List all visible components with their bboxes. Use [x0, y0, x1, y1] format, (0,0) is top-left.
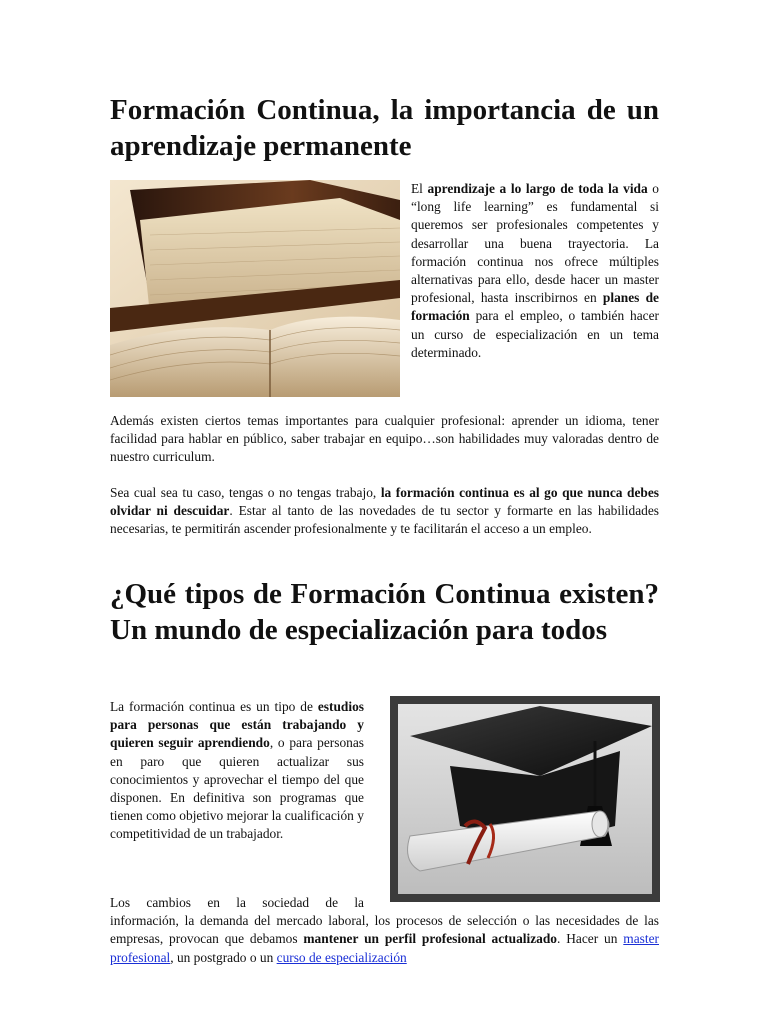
- intro-section: [110, 180, 659, 400]
- intro-bold-lifelong-learning: aprendizaje a lo largo de toda la vida: [427, 181, 648, 196]
- paragraph-skills: Además existen ciertos temas importantes para cualquier profesional: aprender un idioma, tener facilidad para hablar en público, saber trabajar en equipo…son habilidades muy valoradas dentro de nuestro curriculum.: [110, 413, 659, 465]
- open-books-image: [110, 180, 400, 397]
- paragraph-your-case: [110, 484, 659, 539]
- paragraph-changes: [110, 894, 659, 967]
- article-title: Formación Continua, la importancia de un aprendizaje permanente: [110, 94, 659, 162]
- master-profesional-link[interactable]: master profesional: [110, 931, 659, 965]
- section-heading: ¿Qué tipos de Formación Continua existen? Un mundo de especialización para todos: [110, 578, 659, 646]
- p4-text-2: , o para personas en paro que quieren actualizar sus conocimientos y aprovechar el tiempo del que disponen. En definitiva son programas que tienen como objetivo mejorar la cualificación y competitividad de un trabajador.: [110, 735, 365, 842]
- p4-bold: estudios para personas que están trabajando y quieren seguir aprendiendo: [110, 699, 364, 751]
- intro-bold-training-plans: planes de formación: [411, 290, 659, 324]
- p3-text-2: . Estar al tanto de las novedades de tu sector y formarte en las habilidades necesarias, te permitirán ascender profesionalmente y te facilitarán el acceso a un empleo.: [110, 503, 659, 537]
- intro-text-1: El: [411, 181, 428, 196]
- intro-text-2: o “long life learning” es fundamental si queremos ser profesionales competentes y desarrollar una buena trayectoria. La formación continua nos ofrece múltiples alternativas para ello, desde hacer un master profesional, hasta inscribirnos en: [411, 181, 660, 306]
- p5-bold: mantener un perfil profesional actualizado: [303, 931, 557, 947]
- p3-text-1: Sea cual sea tu caso, tengas o no tengas trabajo,: [110, 485, 381, 500]
- p5-text-3: , un postgrado o un: [170, 949, 277, 965]
- p5-text-1: información, la demanda del mercado laboral, los procesos de selección o las necesidades de las empresas, provocan que debamos: [110, 913, 659, 947]
- p4-text-1: La formación continua es un tipo de: [110, 699, 318, 714]
- intro-text-3: para el empleo, o también hacer un curso de especialización en un tema determinado.: [411, 308, 659, 360]
- p5-first-line: Los cambios en la sociedad de la: [110, 895, 364, 910]
- p5-text-2: . Hacer un: [557, 931, 624, 947]
- graduation-cap-diploma-image: [390, 696, 660, 902]
- paragraph-definition: [110, 698, 364, 844]
- p3-bold: la formación continua es al go que nunca debes olvidar ni descuidar: [110, 485, 660, 519]
- intro-paragraph: [411, 180, 659, 362]
- curso-especializacion-link[interactable]: curso de especialización: [276, 949, 407, 965]
